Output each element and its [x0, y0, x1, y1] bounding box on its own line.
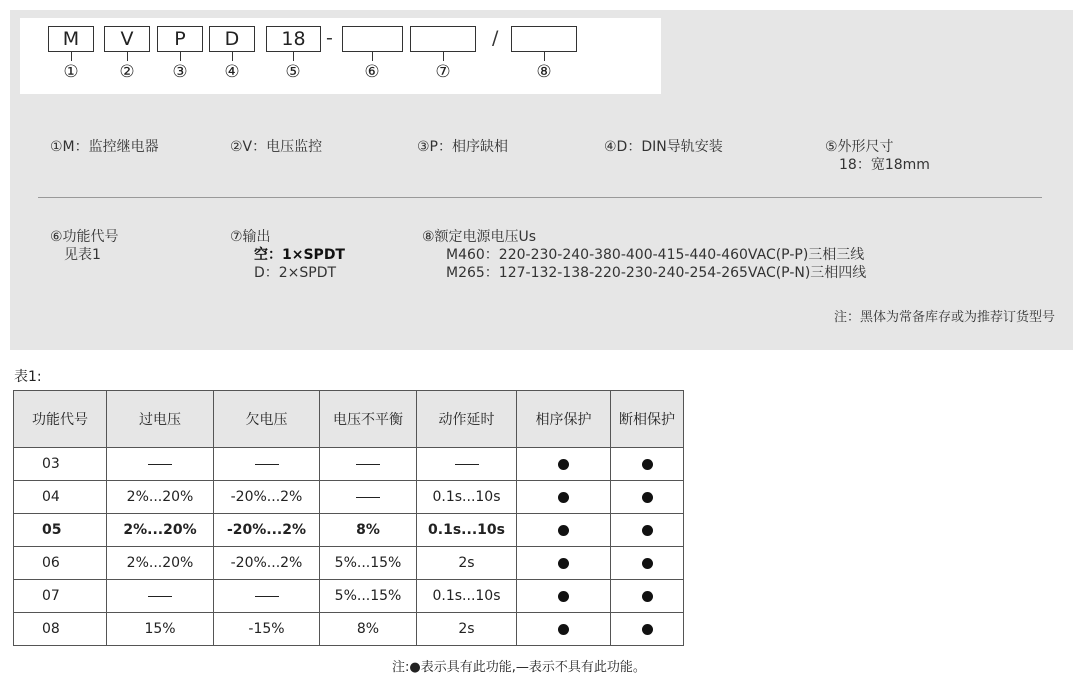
- table-cell: [611, 514, 684, 547]
- table-cell: [517, 547, 611, 580]
- legend-v: [230, 138, 322, 156]
- table-cell: [320, 448, 417, 481]
- col-header-overvoltage: 过电压: [107, 391, 214, 448]
- code-segment-voltage: [511, 26, 577, 52]
- legend-size-title: ⑤外形尺寸: [825, 139, 894, 155]
- cell-value: 03: [42, 456, 60, 472]
- section-divider: [38, 197, 1042, 198]
- code-separator-dash: -: [326, 27, 333, 49]
- dash-mark: [356, 497, 380, 498]
- table-cell: [107, 613, 214, 646]
- stock-note: 注：黑体为常备库存或为推荐订货型号: [833, 310, 1055, 325]
- table-cell: [214, 448, 320, 481]
- table-header-row: [14, 391, 684, 448]
- table-note: 注:●表示具有此功能,—表示不具有此功能。: [392, 660, 646, 675]
- legend-m: [50, 138, 159, 156]
- dot-mark: [558, 525, 569, 536]
- code-tick: [443, 52, 444, 61]
- code-number-7: ⑦: [435, 62, 451, 82]
- code-tick: [232, 52, 233, 61]
- table-cell: [14, 514, 107, 547]
- legend-size-value: 18：宽18mm: [839, 157, 930, 173]
- cell-value: 8%: [356, 522, 380, 538]
- dash-mark: [255, 464, 279, 465]
- table-cell: [320, 580, 417, 613]
- cell-value: 5%...15%: [334, 588, 402, 604]
- code-tick: [71, 52, 72, 61]
- legend-voltage: [422, 228, 866, 282]
- cell-value: 06: [42, 555, 60, 571]
- table-body: [14, 448, 684, 646]
- cell-value: 05: [42, 522, 62, 538]
- table-row: [14, 481, 684, 514]
- cell-value: 0.1s...10s: [432, 489, 501, 505]
- code-segment-d: D: [209, 26, 255, 52]
- table-cell: [320, 613, 417, 646]
- table-cell: [14, 547, 107, 580]
- cell-value: 15%: [144, 621, 176, 637]
- model-code-diagram: [20, 18, 661, 94]
- cell-value: -20%...2%: [230, 555, 303, 571]
- table-cell: [214, 514, 320, 547]
- table-cell: [107, 580, 214, 613]
- legend-d-text: ④D：DIN导轨安装: [604, 139, 723, 155]
- table-cell: [320, 514, 417, 547]
- dot-mark: [642, 558, 653, 569]
- cell-value: 2s: [458, 621, 475, 637]
- table-cell: [417, 580, 517, 613]
- dash-mark: [148, 596, 172, 597]
- table-cell: [107, 547, 214, 580]
- legend-v-text: ②V：电压监控: [230, 139, 323, 155]
- table-cell: [517, 481, 611, 514]
- table-cell: [517, 580, 611, 613]
- table-cell: [611, 547, 684, 580]
- dot-mark: [642, 459, 653, 470]
- table-cell: [611, 613, 684, 646]
- table-cell: [517, 448, 611, 481]
- legend-function-value: 见表1: [64, 247, 101, 263]
- dot-mark: [642, 624, 653, 635]
- table-cell: [417, 613, 517, 646]
- dot-mark: [642, 492, 653, 503]
- legend-voltage-m265: M265：127-132-138-220-230-240-254-265VAC(P-N)三相四线: [446, 265, 867, 281]
- legend-output-d: D：2×SPDT: [254, 265, 337, 281]
- cell-value: 5%...15%: [334, 555, 402, 571]
- code-number-2: ②: [119, 62, 135, 82]
- table-row: [14, 547, 684, 580]
- col-header-phase-sequence: 相序保护: [517, 391, 611, 448]
- table-cell: [214, 613, 320, 646]
- code-tick: [127, 52, 128, 61]
- dot-mark: [558, 459, 569, 470]
- table-row: [14, 580, 684, 613]
- cell-value: 2s: [458, 555, 475, 571]
- table-cell: [320, 547, 417, 580]
- table-cell: [417, 448, 517, 481]
- col-header-code: 功能代号: [14, 391, 107, 448]
- code-segment-v: V: [104, 26, 150, 52]
- dash-mark: [356, 464, 380, 465]
- code-number-1: ①: [63, 62, 79, 82]
- code-tick: [180, 52, 181, 61]
- cell-value: 0.1s...10s: [428, 522, 505, 538]
- code-number-4: ④: [224, 62, 240, 82]
- cell-value: -20%...2%: [230, 489, 303, 505]
- legend-output: [230, 228, 345, 282]
- legend-function-title: ⑥功能代号: [50, 229, 119, 245]
- dash-mark: [255, 596, 279, 597]
- code-separator-slash: /: [492, 27, 499, 49]
- dot-mark: [642, 525, 653, 536]
- table-cell: [14, 613, 107, 646]
- model-code-panel: [10, 10, 1073, 350]
- code-segment-m: M: [48, 26, 94, 52]
- legend-m-text: ①M：监控继电器: [50, 139, 159, 155]
- table-row: [14, 448, 684, 481]
- col-header-delay: 动作延时: [417, 391, 517, 448]
- cell-value: 07: [42, 588, 60, 604]
- code-tick: [372, 52, 373, 61]
- table-cell: [14, 448, 107, 481]
- legend-output-title: ⑦输出: [230, 229, 271, 245]
- dash-mark: [148, 464, 172, 465]
- table-cell: [214, 547, 320, 580]
- table-cell: [517, 613, 611, 646]
- legend-voltage-title: ⑧额定电源电压Us: [422, 229, 537, 245]
- cell-value: 2%...20%: [126, 489, 194, 505]
- table-cell: [611, 580, 684, 613]
- table-cell: [107, 448, 214, 481]
- table-row: [14, 514, 684, 547]
- code-segment-output: [410, 26, 476, 52]
- col-header-undervoltage: 欠电压: [214, 391, 320, 448]
- function-table: [13, 390, 684, 646]
- table-title: 表1:: [14, 369, 42, 385]
- cell-value: 2%...20%: [126, 555, 194, 571]
- legend-p-text: ③P：相序缺相: [417, 139, 508, 155]
- cell-value: -15%: [248, 621, 285, 637]
- legend-voltage-m460: M460：220-230-240-380-400-415-440-460VAC(P-P)三相三线: [446, 247, 865, 263]
- table-cell: [320, 481, 417, 514]
- legend-output-default: 空：1×SPDT: [254, 247, 345, 263]
- cell-value: 08: [42, 621, 60, 637]
- legend-size: [825, 138, 930, 174]
- legend-function: [50, 228, 119, 264]
- table-cell: [214, 580, 320, 613]
- cell-value: -20%...2%: [226, 522, 307, 538]
- code-tick: [293, 52, 294, 61]
- dot-mark: [558, 558, 569, 569]
- code-number-5: ⑤: [285, 62, 301, 82]
- dash-mark: [455, 464, 479, 465]
- table-cell: [417, 547, 517, 580]
- legend-d: [604, 138, 723, 156]
- legend-p: [417, 138, 508, 156]
- table-cell: [611, 481, 684, 514]
- table-cell: [611, 448, 684, 481]
- table-row: [14, 613, 684, 646]
- cell-value: 0.1s...10s: [432, 588, 501, 604]
- table-cell: [107, 514, 214, 547]
- dot-mark: [558, 492, 569, 503]
- table-cell: [107, 481, 214, 514]
- table-cell: [417, 514, 517, 547]
- table-cell: [14, 481, 107, 514]
- table-cell: [14, 580, 107, 613]
- code-segment-p: P: [157, 26, 203, 52]
- cell-value: 04: [42, 489, 60, 505]
- dot-mark: [558, 591, 569, 602]
- dot-mark: [558, 624, 569, 635]
- table-cell: [417, 481, 517, 514]
- col-header-phase-loss: 断相保护: [611, 391, 684, 448]
- cell-value: 8%: [356, 621, 380, 637]
- code-segment-size: 18: [266, 26, 321, 52]
- table-cell: [214, 481, 320, 514]
- code-number-3: ③: [172, 62, 188, 82]
- table-cell: [517, 514, 611, 547]
- code-segment-function: [342, 26, 403, 52]
- cell-value: 2%...20%: [123, 522, 197, 538]
- code-number-6: ⑥: [364, 62, 380, 82]
- col-header-unbalance: 电压不平衡: [320, 391, 417, 448]
- code-number-8: ⑧: [536, 62, 552, 82]
- code-tick: [544, 52, 545, 61]
- dot-mark: [642, 591, 653, 602]
